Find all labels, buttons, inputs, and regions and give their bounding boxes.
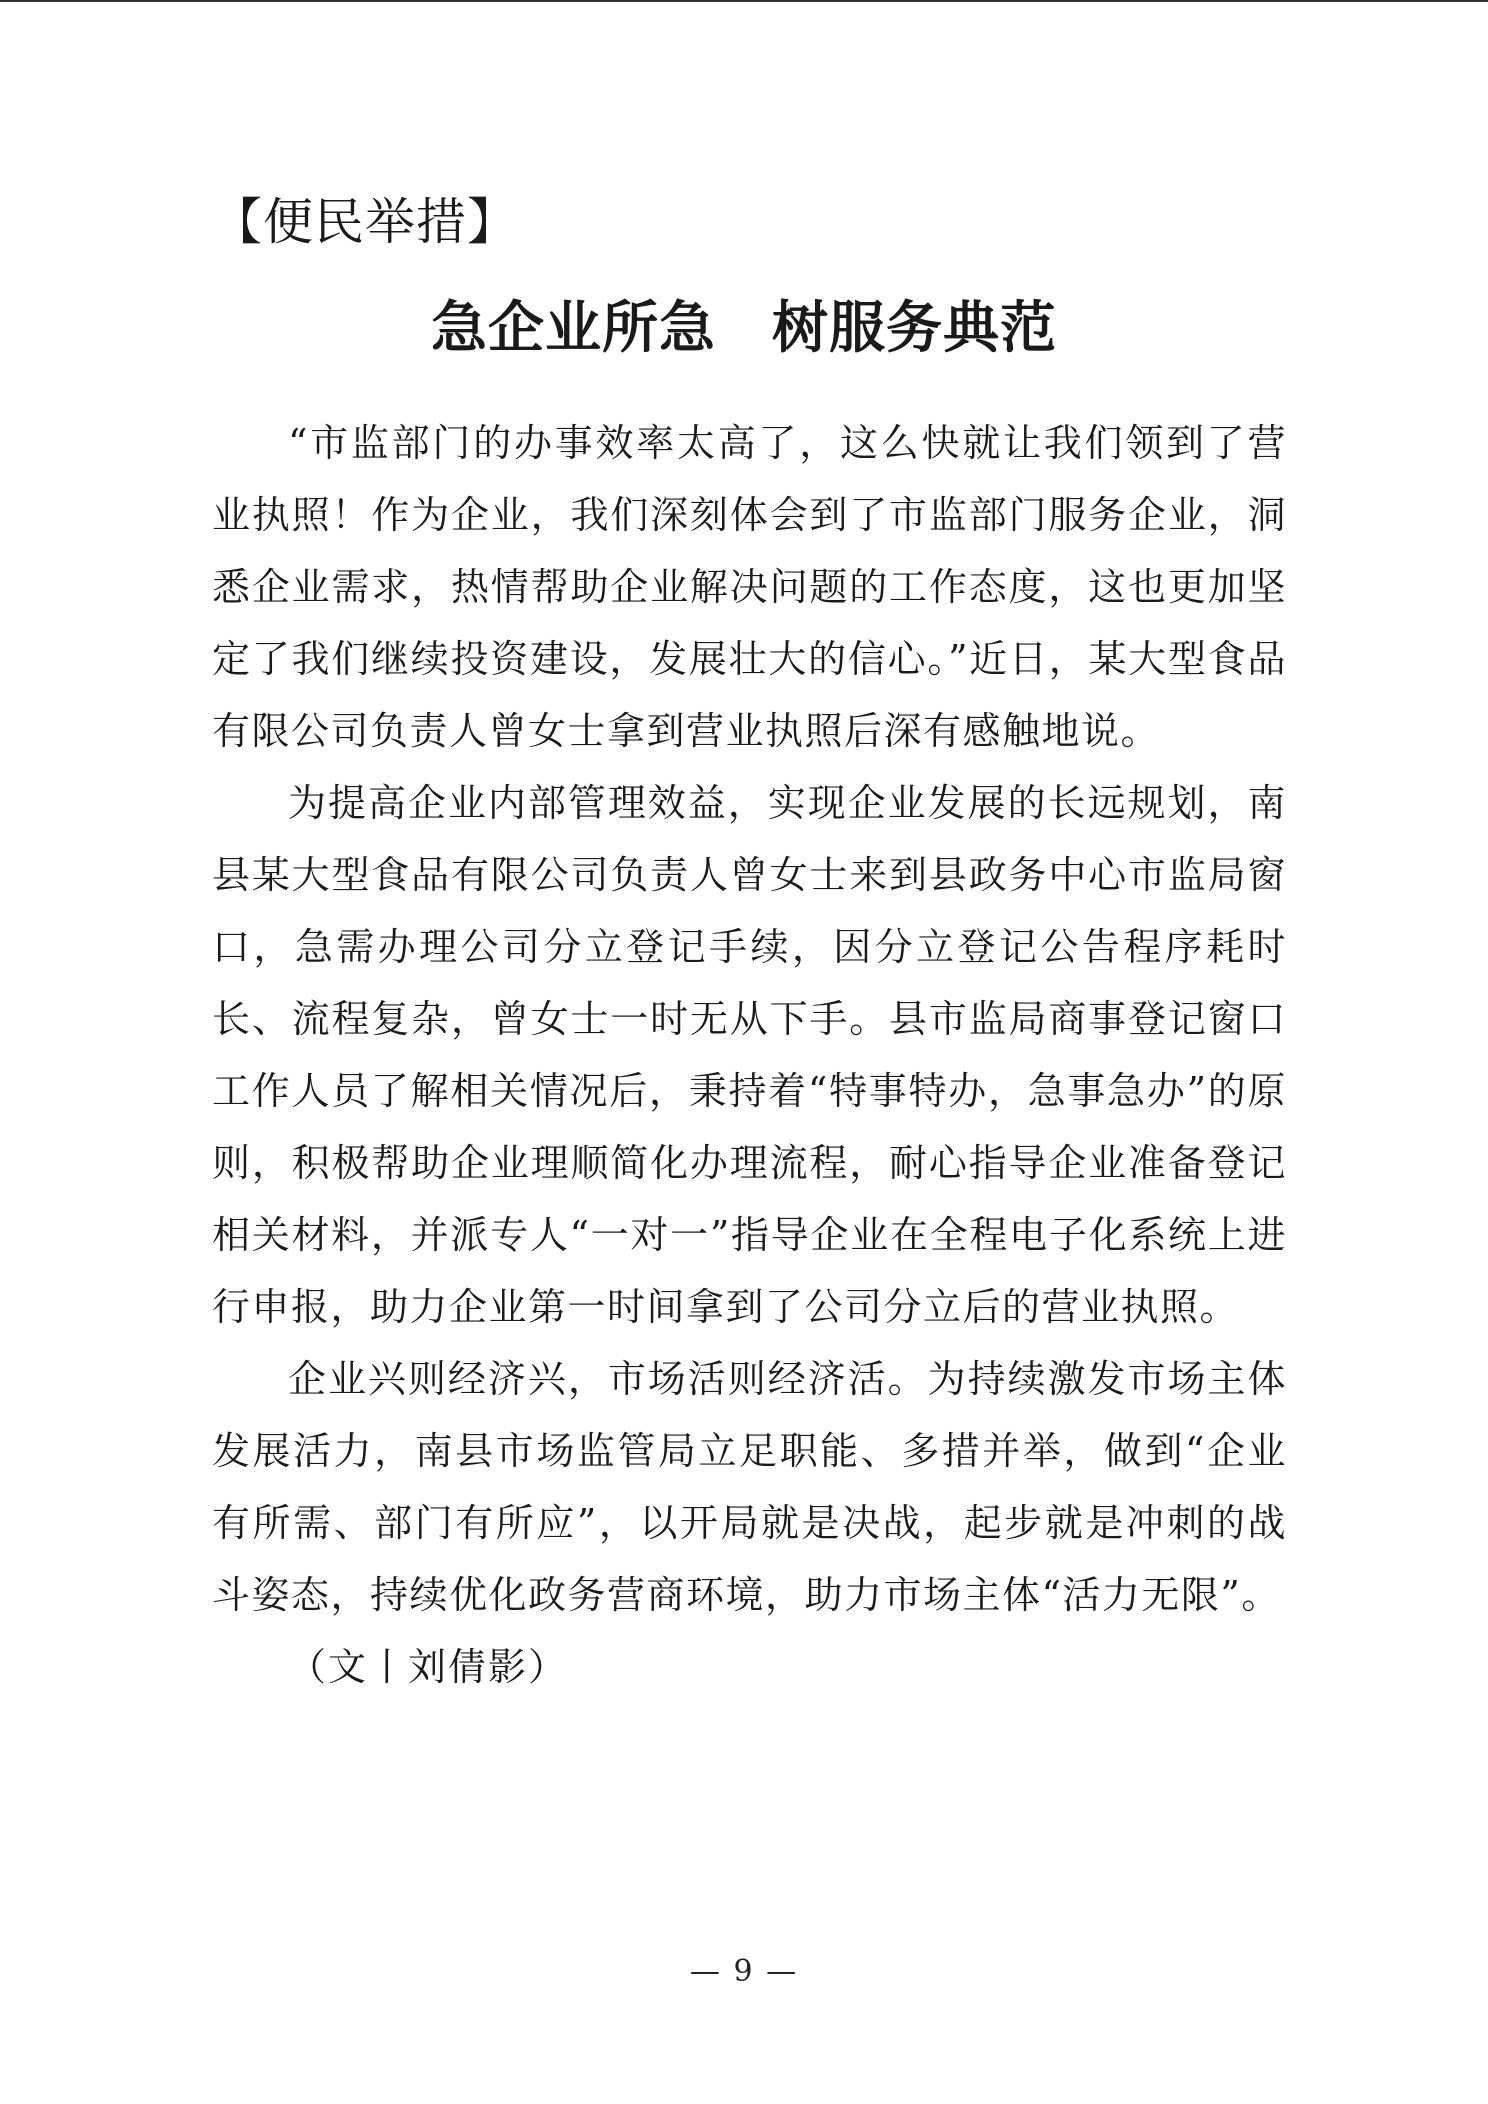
article-title-part1: 急企业所急: [431, 295, 716, 361]
paragraph-quote: “市监部门的办事效率太高了，这么快就让我们领到了营业执照！作为企业，我们深刻体会到了市监部门服务企业，洞悉企业需求，热情帮助企业解决问题的工作态度，这也更加坚定了我们继续投资建设，发展壮大的信心。”近日，某大型食品有限公司负责人曾女士拿到营业执照后深有感触地说。: [212, 421, 1287, 753]
paragraph-conclusion: 企业兴则经济兴，市场活则经济活。为持续激发市场主体发展活力，南县市场监管局立足职能、多措并举，做到“企业有所需、部门有所应”，以开局就是决战，起步就是冲刺的战斗姿态，持续优化政务营商环境，助力市场主体“活力无限”。: [212, 1357, 1287, 1617]
author-byline: （文丨刘倩影）: [288, 1645, 569, 1689]
section-tag: 【便民举措】: [212, 193, 518, 251]
page-number: — 9 —: [689, 1954, 799, 1989]
article-body: [212, 407, 1287, 1703]
article-title: [0, 292, 1488, 364]
paragraph-service-details: 为提高企业内部管理效益，实现企业发展的长远规划，南县某大型食品有限公司负责人曾女士来到县政务中心市监局窗口，急需办理公司分立登记手续，因分立登记公告程序耗时长、流程复杂，曾女士一时无从下手。县市监局商事登记窗口工作人员了解相关情况后，秉持着“特事特办，急事急办”的原则，积极帮助企业理顺简化办理流程，耐心指导企业准备登记相关材料，并派专人“一对一”指导企业在全程电子化系统上进行申报，助力企业第一时间拿到了公司分立后的营业执照。: [212, 781, 1287, 1329]
article-title-part2: 树服务典范: [772, 295, 1057, 361]
